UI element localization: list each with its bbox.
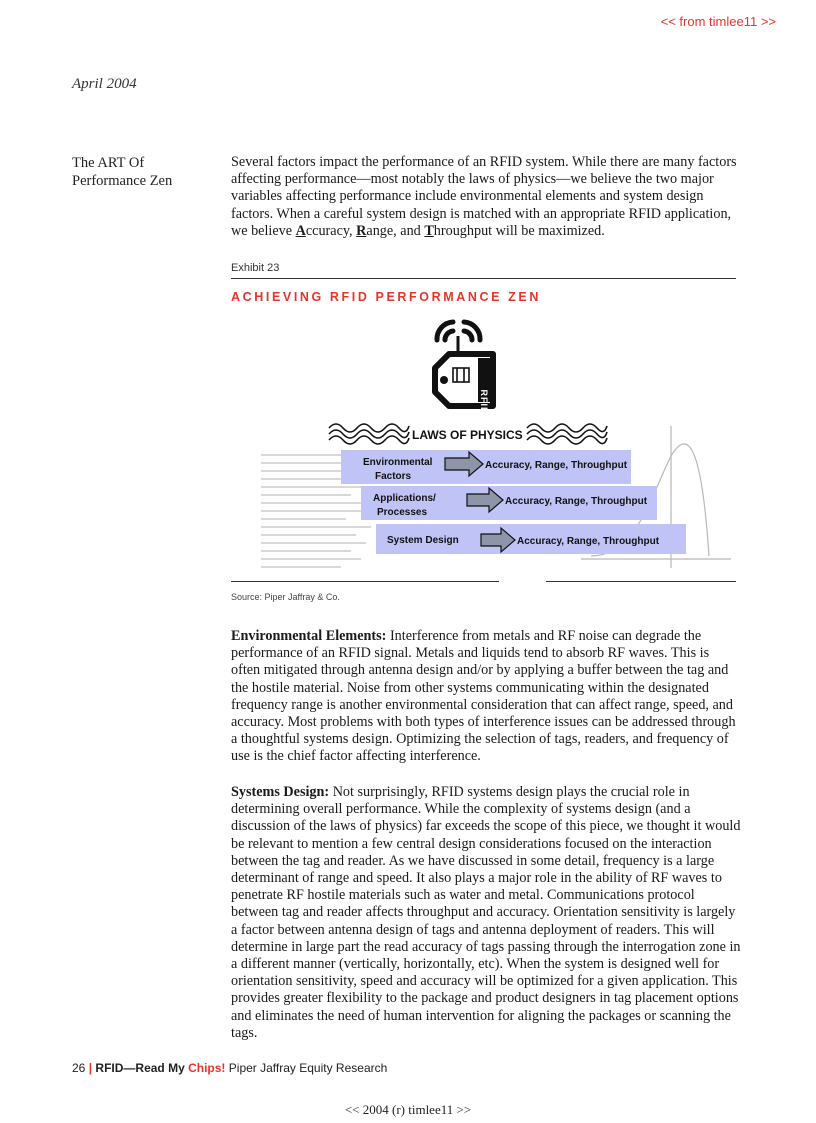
watermark-top: << from timlee11 >> — [660, 14, 776, 29]
accuracy-initial: A — [295, 222, 306, 239]
row-factor-line-1: System Design — [387, 535, 459, 546]
exhibit-bottom-rule-right — [546, 581, 736, 582]
row-factor-line-2: Processes — [377, 507, 428, 518]
systems-design-section — [231, 784, 741, 1042]
row-result: Accuracy, Range, Throughput — [517, 536, 660, 547]
report-date: April 2004 — [72, 76, 137, 92]
intro-paragraph — [231, 154, 741, 240]
watermark-bottom: << 2004 (r) timlee11 >> — [344, 1102, 472, 1117]
series-title: RFID—Read My — [95, 1061, 189, 1075]
exhibit-top-rule — [231, 278, 736, 279]
accuracy-rest: ccuracy, — [305, 222, 357, 239]
range-initial: R — [356, 222, 367, 239]
page-number: 26 — [72, 1061, 86, 1075]
row-result: Accuracy, Range, Throughput — [505, 496, 648, 507]
environmental-section — [231, 628, 741, 766]
throughput-initial: T — [424, 222, 434, 239]
factor-row-environmental — [341, 450, 631, 484]
exhibit-title: ACHIEVING RFID PERFORMANCE ZEN — [231, 290, 541, 304]
intro-text: Several factors impact the performance of an RFID system. While there are many factors affecting performance—most notably the laws of physics—we believe the two major variables affecting performance include environmental elements and system design factors. When a careful system design is matched with an appropriate RFID application, we believe — [231, 154, 737, 239]
section-text: Not surprisingly, RFID systems design plays the crucial role in determining overall performance. While the complexity of systems design (and a discussion of the laws of physics) far exceeds the scope of this piece, we thought it would be relevant to mention a few central design considerations focused on the interaction between the tag and reader. As we have discussed in some detail, frequency is a large determinant of range and speed. It also plays a major role in the ability of RF waves to penetrate RF hostile materials such as water and metal. Communications protocol between tag and reader affects throughput and accuracy. Orientation sensitivity is largely a factor between antenna design of tags and antenna deployment of readers. This will determine in large part the read accuracy of tags passing through the interrogation zone in a different manner (vertically, horizontally, etc). When the system is designed well for orientation sensitivity, speed and accuracy will be optimized for a given application. This provides greater flexibility to the package and product designers in tag placement options and eliminates the need of human intervention for aligning the packages or scanning the tags. — [231, 784, 741, 1041]
exhibit-figure — [231, 306, 736, 576]
footer-separator: | — [88, 1061, 93, 1075]
section-heading: Environmental Elements: — [231, 628, 387, 644]
side-heading-line-1: The ART Of — [72, 155, 145, 171]
publisher: Piper Jaffray Equity Research — [225, 1061, 388, 1075]
section-text: Interference from metals and RF noise can degrade the performance of an RFID signal. Metals and liquids tend to absorb RF waves. This is often mitigated through antenna design and/or by applying a buffer between the tag and the hostile material. Noise from other systems communicating within the designated frequency range is another environmental consideration that can affect range, speed, and accuracy. Most problems with both types of interference issues can be addressed through a thoughtful systems design. Optimizing the selection of tags, readers, and frequency of use is the chief factor affecting interference. — [231, 628, 736, 765]
row-factor-line-1: Environmental — [363, 457, 433, 468]
exhibit-source: Source: Piper Jaffray & Co. — [231, 592, 340, 602]
series-title-chips: Chips! — [188, 1061, 226, 1075]
range-rest: ange, and — [366, 222, 425, 239]
row-result: Accuracy, Range, Throughput — [485, 460, 628, 471]
factor-row-system-design — [376, 524, 686, 554]
exhibit-bottom-rule-left — [231, 581, 499, 582]
throughput-rest: hroughput will be maximized. — [433, 222, 605, 239]
laws-of-physics-label: LAWS OF PHYSICS — [412, 428, 523, 442]
exhibit-label: Exhibit 23 — [231, 262, 280, 274]
row-factor-line-1: Applications/ — [373, 493, 436, 504]
side-heading-line-2: Performance Zen — [72, 173, 173, 189]
side-heading — [72, 154, 202, 190]
row-factor-line-2: Factors — [375, 471, 412, 482]
rfid-diagram — [231, 306, 736, 576]
page-footer — [72, 1061, 387, 1075]
factor-row-applications — [361, 486, 657, 520]
wavy-lines-right — [527, 424, 607, 444]
tag-label: RFID — [479, 389, 489, 415]
section-heading: Systems Design: — [231, 784, 330, 800]
wavy-lines-left — [329, 424, 409, 444]
